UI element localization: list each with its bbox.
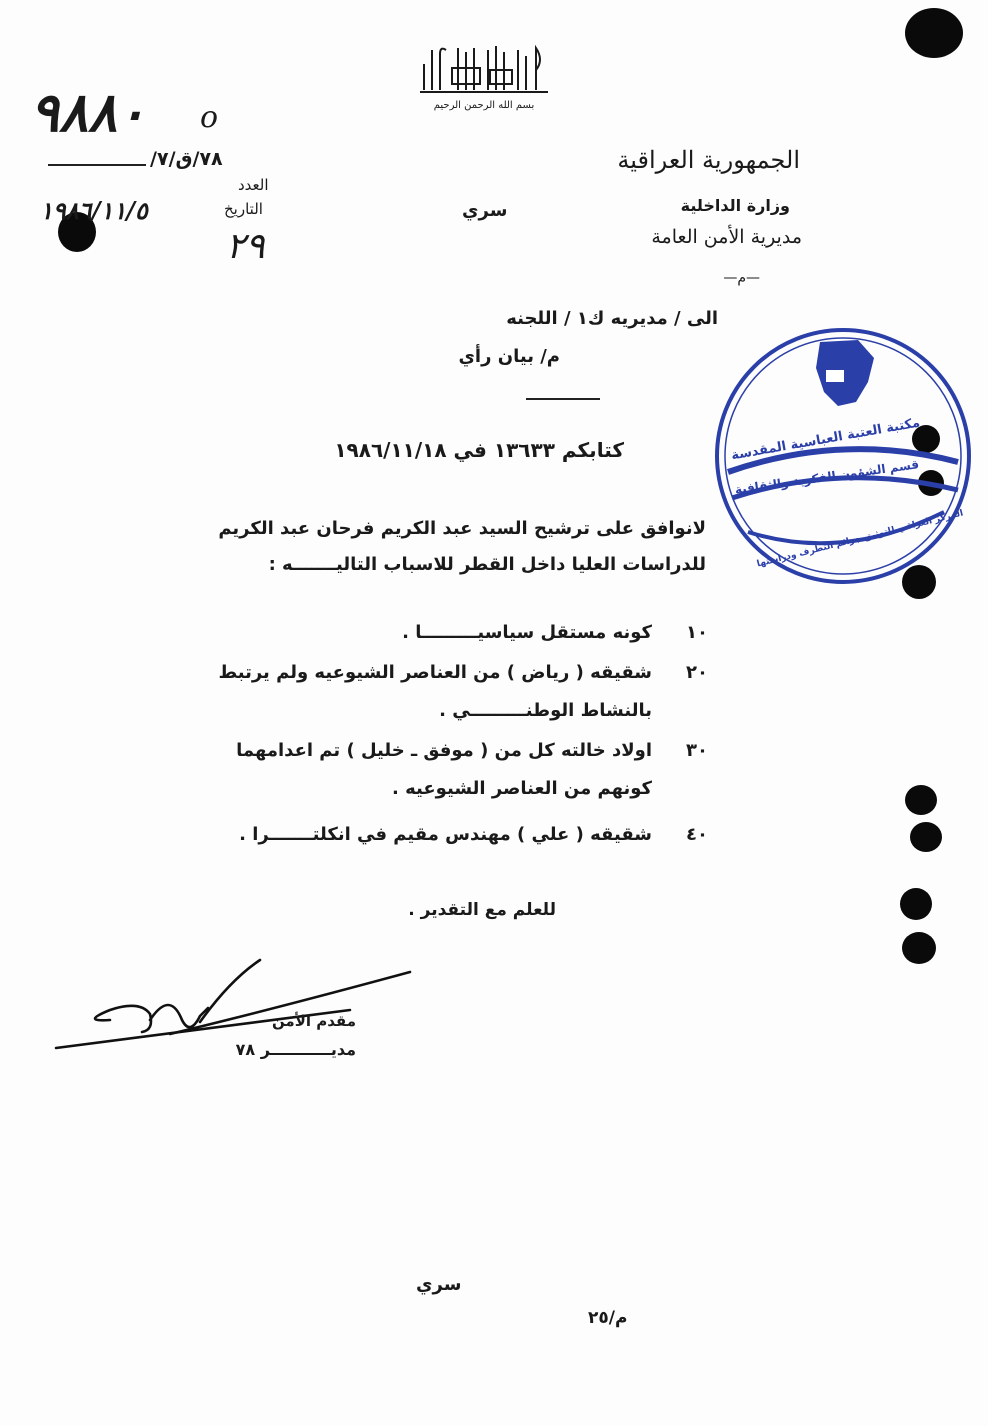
reference-number: ٧٨/ق/٧/ — [150, 148, 223, 170]
punch-hole — [910, 822, 942, 852]
seal-text-line-1: مكتبة العتبة العباسية المقدسة — [730, 415, 922, 464]
reason-text-continued: كونهم من العناصر الشيوعيه . — [392, 778, 652, 799]
directorate-code: —م— — [723, 270, 760, 286]
number-label: العدد — [238, 176, 269, 194]
reason-text: كونه مستقل سياسيـــــــــا . — [402, 622, 652, 643]
punch-hole — [902, 932, 936, 964]
subject-underline — [526, 398, 600, 400]
seal-text-line-3: المركز العراقي للتوثيق جرائم التطرف ودراستها — [755, 508, 965, 570]
ink-blot — [905, 8, 963, 58]
signatory-rank: مقدم الأمن — [271, 1012, 356, 1030]
divider-line — [48, 164, 146, 166]
punch-hole — [900, 888, 932, 920]
handwritten-mark-o: o — [200, 100, 219, 135]
classification-top: سري — [462, 200, 508, 221]
archive-seal — [708, 322, 978, 590]
republic-name: الجمهورية العراقية — [617, 146, 800, 174]
reason-text: شقيقه ( علي ) مهندس مقيم في انكلتـــــــرا . — [239, 824, 652, 845]
signatory-title: مديـــــــــــر ٧٨ — [235, 1040, 356, 1059]
reason-text: شقيقه ( رياض ) من العناصر الشيوعيه ولم يرتبط — [218, 662, 652, 683]
calligraphy-emblem-icon — [418, 40, 550, 102]
emblem-caption: بسم الله الرحمن الرحيم — [433, 100, 535, 111]
subject-line: م/ بيان رأي — [458, 346, 560, 367]
handwritten-mark: ٢٩ — [226, 226, 265, 267]
reason-text-continued: بالنشاط الوطنـــــــــي . — [439, 700, 652, 721]
handwritten-incoming-number: ٩٨٨٠ — [30, 80, 147, 144]
reference-line: كتابكم ١٣٦٣٣ في ١٩٨٦/١١/١٨ — [334, 438, 624, 462]
closing-line: للعلم مع التقدير . — [408, 900, 556, 920]
letter-date: ١٩٨٦/١١/٥ — [40, 196, 148, 225]
body-intro-line-2: للدراسات العليا داخل القطر للاسباب التاليـــــــه : — [268, 554, 706, 575]
classification-bottom: سري — [416, 1274, 462, 1295]
reason-number: ٢٠ — [686, 662, 708, 683]
reason-number: ٤٠ — [686, 824, 708, 845]
reason-number: ٣٠ — [686, 740, 708, 761]
page-number: م/٢٥ — [588, 1308, 628, 1328]
directorate-name: مديرية الأمن العامة — [651, 226, 802, 248]
date-label: التاريخ — [224, 200, 263, 218]
punch-hole — [905, 785, 937, 815]
recipient-line: الى / مديريه ك١ / اللجنه — [506, 308, 718, 329]
reason-number: ١٠ — [686, 622, 708, 643]
body-intro-line-1: لانوافق على ترشيح السيد عبد الكريم فرحان عبد الكريم — [218, 518, 706, 539]
reason-text: اولاد خالته كل من ( موفق ـ خليل ) تم اعدامهما — [236, 740, 652, 761]
state-emblem — [418, 40, 550, 112]
seal-text-line-2: قسم الشؤون الفكرية والثقافية — [733, 457, 920, 497]
ministry-name: وزارة الداخلية — [680, 196, 790, 215]
